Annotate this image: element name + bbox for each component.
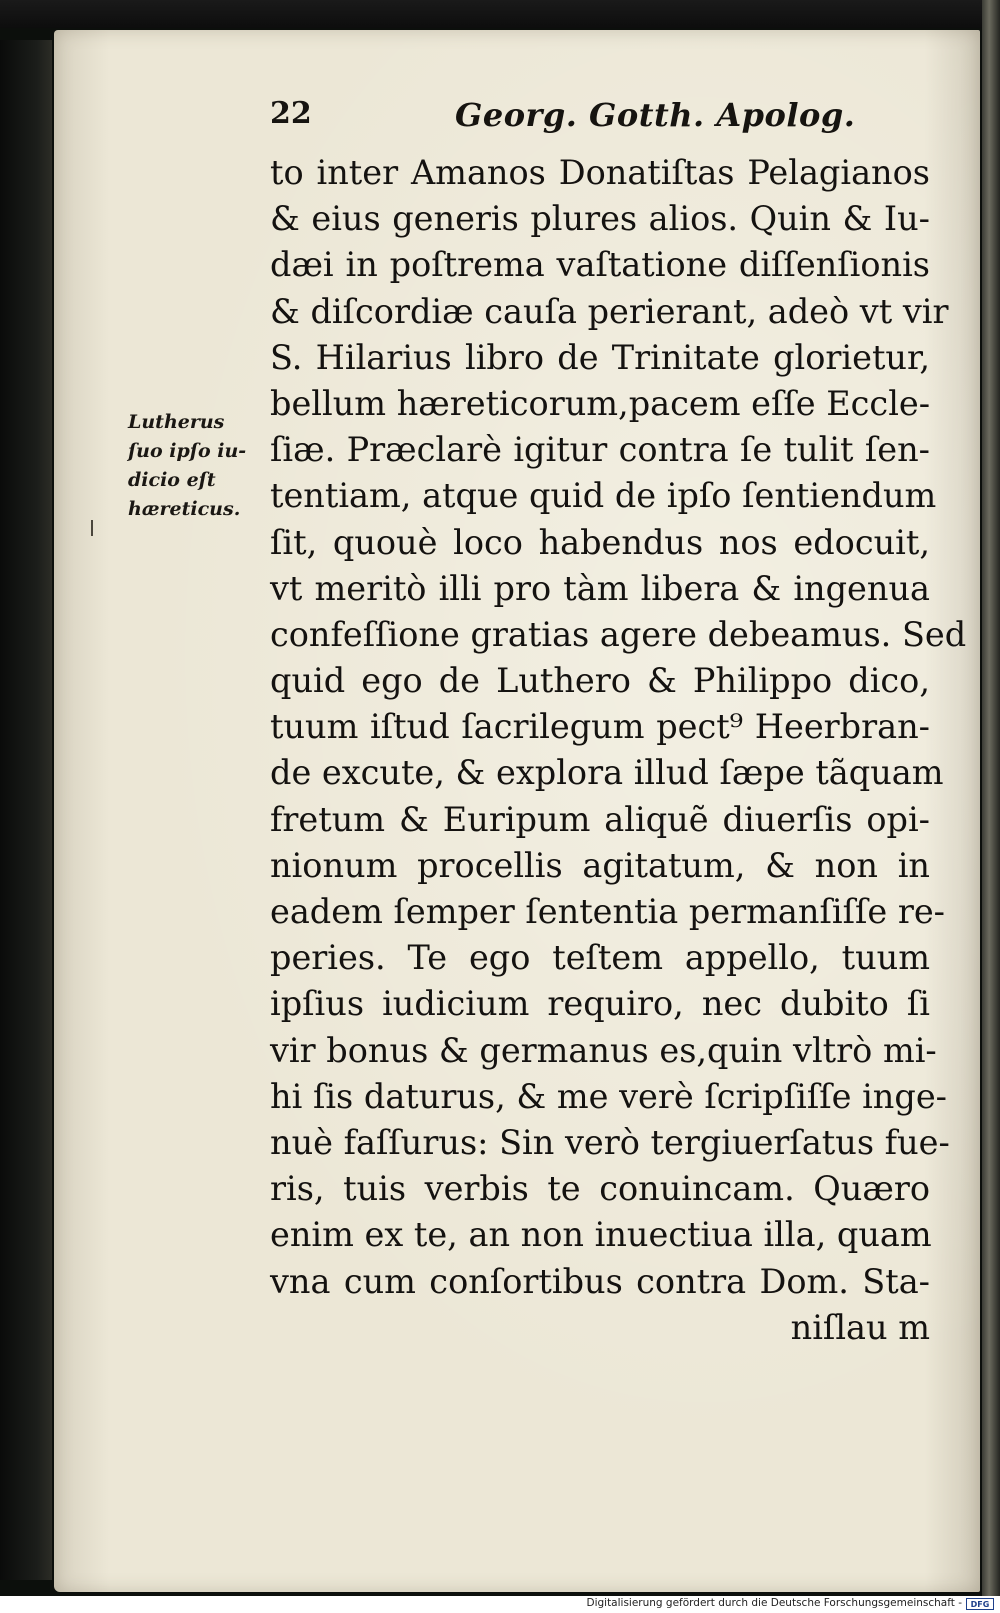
page-number: 22 bbox=[270, 96, 312, 131]
text-line: fretum & Euripum aliquẽ diuerſis opi- bbox=[270, 799, 930, 839]
body-text bbox=[270, 150, 967, 1351]
text-line: & diſcordiæ cauſa perierant, adeò vt vir bbox=[270, 291, 949, 331]
marginal-note-line: Lutherus bbox=[128, 411, 225, 433]
marginal-note-line: ſuo ipſo iu- bbox=[128, 440, 247, 462]
text-line: vir bonus & germanus es,quin vltrò mi- bbox=[270, 1030, 937, 1070]
text-line: vna cum conſortibus contra Dom. Sta- bbox=[270, 1261, 930, 1301]
text-line: ris, tuis verbis te conuincam. Quæro bbox=[270, 1169, 930, 1209]
text-line: & eius generis plures alios. Quin & Iu- bbox=[270, 199, 930, 239]
text-line: S. Hilarius libro de Trinitate glorietur, bbox=[270, 337, 930, 377]
margin-mark bbox=[91, 520, 93, 536]
marginal-note-line: hæreticus. bbox=[128, 498, 241, 520]
text-line: vt meritò illi pro tàm libera & ingenua bbox=[270, 568, 930, 608]
marginal-note bbox=[128, 408, 268, 524]
dfg-logo: DFG bbox=[966, 1598, 994, 1610]
text-line: nuè faſſurus: Sin verò tergiuerſatus fue- bbox=[270, 1122, 950, 1162]
text-line: ipſius iudicium requiro, nec dubito ſi bbox=[270, 984, 930, 1024]
text-line: to inter Amanos Donatiſtas Pelagianos bbox=[270, 153, 930, 192]
catchword: niſlau m bbox=[790, 1307, 930, 1347]
text-line: ſiæ. Præclarè igitur contra ſe tulit ſen- bbox=[270, 430, 930, 470]
text-line: confeſſione gratias agere debeamus. Sed bbox=[270, 614, 967, 654]
text-line: bellum hæreticorum,pacem eſſe Eccle- bbox=[270, 383, 931, 423]
text-line: de excute, & explora illud ſæpe tãquam bbox=[270, 753, 944, 793]
text-line: quid ego de Luthero & Philippo dico, bbox=[270, 661, 930, 701]
book-fore-edge bbox=[982, 0, 1000, 1613]
text-line: dæi in poſtrema vaſtatione diſſenſionis bbox=[270, 245, 930, 285]
text-line: tentiam, atque quid de ipſo ſentiendum bbox=[270, 476, 937, 516]
book-gutter bbox=[0, 40, 52, 1580]
page-header bbox=[270, 96, 856, 146]
text-line: ſit, quouè loco habendus nos edocuit, bbox=[270, 522, 930, 562]
text-line: eadem ſemper ſententia permanſiſſe re- bbox=[270, 892, 946, 931]
running-head: Georg. Gotth. Apolog. bbox=[455, 96, 856, 134]
text-line: nionum procellis agitatum, & non in bbox=[270, 845, 930, 885]
scan-top-edge bbox=[0, 0, 1000, 28]
marginal-note-line: dicio eſt bbox=[128, 469, 216, 491]
text-line: peries. Te ego teſtem appello, tuum bbox=[270, 938, 930, 978]
text-line: hi ſis daturus, & me verè ſcripſiſſe inge- bbox=[270, 1076, 947, 1116]
text-line: tuum iſtud ſacrilegum pect⁹ Heerbran- bbox=[270, 707, 930, 747]
text-line: enim ex te, an non inuectiua illa, quam bbox=[270, 1215, 932, 1255]
funding-notice: Digitalisierung gefördert durch die Deutsche Forschungsgemeinschaft - bbox=[586, 1597, 962, 1609]
